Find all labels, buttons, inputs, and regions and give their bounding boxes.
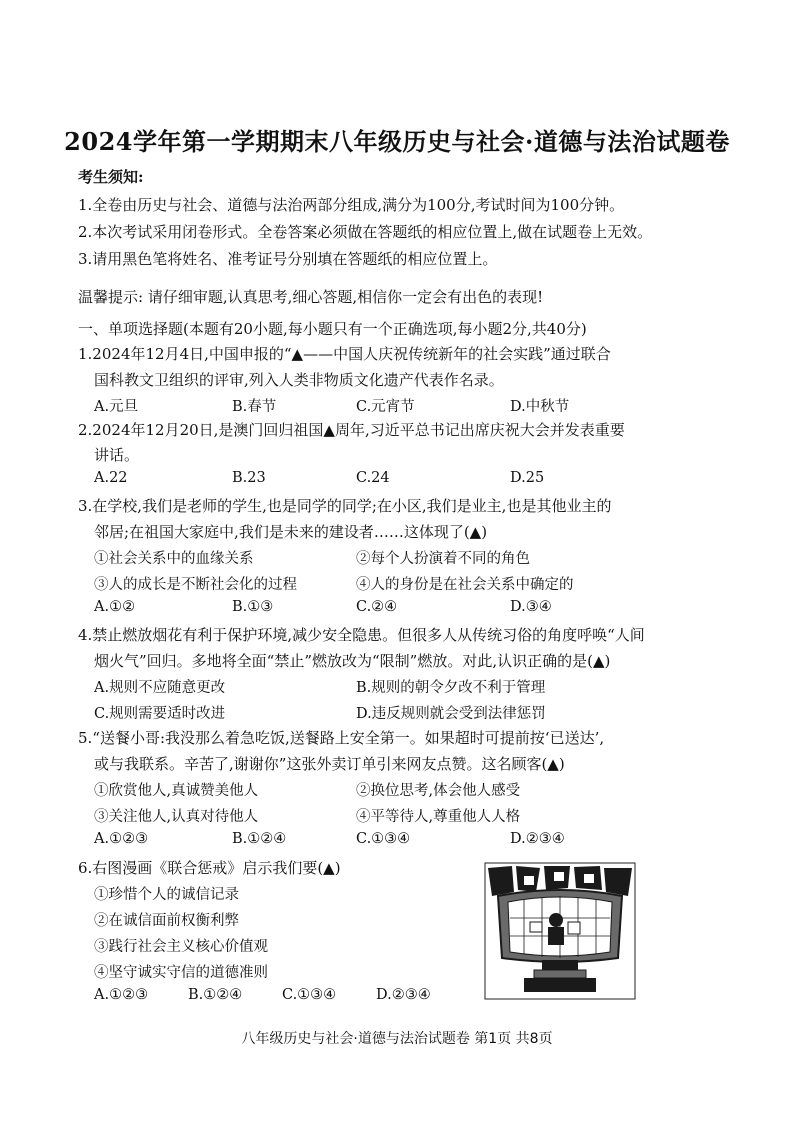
q1-option-a: A.元旦 <box>94 399 139 415</box>
q6-item-4: ④坚守诚实守信的道德准则 <box>94 965 268 981</box>
q5-option-b: B.①②④ <box>232 831 287 847</box>
q2-option-c: C.24 <box>356 470 390 486</box>
q1-option-b: B.春节 <box>232 399 277 415</box>
q3-item-2: ②每个人扮演着不同的角色 <box>356 551 530 567</box>
q5-line-2: 或与我联系。辛苦了,谢谢你”这张外卖订单引来网友点赞。这名顾客(▲) <box>94 755 565 773</box>
q5-line-1: 5.“送餐小哥:我没那么着急吃饭,送餐路上安全第一。如果超时可提前按‘已送达’, <box>78 729 605 747</box>
q6-option-c: C.①③④ <box>282 987 337 1003</box>
tip-text: 温馨提示: 请仔细审题,认真思考,细心答题,相信你一定会有出色的表现! <box>78 288 544 306</box>
q5-option-d: D.②③④ <box>510 831 565 847</box>
q1-option-d: D.中秋节 <box>510 399 570 415</box>
q5-option-a: A.①②③ <box>94 831 149 847</box>
q1-line-1: 1.2024年12月4日,中国申报的“▲——中国人庆祝传统新年的社会实践”通过联合 <box>78 345 611 363</box>
q4-line-1: 4.禁止燃放烟花有利于保护环境,减少安全隐患。但很多人从传统习俗的角度呼唤“人间 <box>78 626 645 644</box>
q3-option-d: D.③④ <box>510 599 552 615</box>
joint-punishment-comic <box>484 862 636 1000</box>
q5-option-c: C.①③④ <box>356 831 411 847</box>
q5-item-1: ①欣赏他人,真诚赞美他人 <box>94 783 259 799</box>
q4-option-c: C.规则需要适时改进 <box>94 706 226 722</box>
q1-option-c: C.元宵节 <box>356 399 415 415</box>
q4-option-b: B.规则的朝令夕改不利于管理 <box>356 680 546 696</box>
q6-option-a: A.①②③ <box>94 987 149 1003</box>
q2-line-2: 讲话。 <box>94 446 140 464</box>
section-heading: 一、单项选择题(本题有20小题,每小题只有一个正确选项,每小题2分,共40分) <box>78 320 587 338</box>
q3-option-b: B.①③ <box>232 599 274 615</box>
q5-item-4: ④平等待人,尊重他人人格 <box>356 809 521 825</box>
q4-option-d: D.违反规则就会受到法律惩罚 <box>356 706 546 722</box>
page-footer: 八年级历史与社会·道德与法治试题卷 第1页 共8页 <box>241 1031 553 1047</box>
q3-option-c: C.②④ <box>356 599 398 615</box>
q6-item-3: ③践行社会主义核心价值观 <box>94 939 268 955</box>
q6-item-1: ①珍惜个人的诚信记录 <box>94 887 239 903</box>
q3-line-1: 3.在学校,我们是老师的学生,也是同学的同学;在小区,我们是业主,也是其他业主的 <box>78 497 612 515</box>
q5-item-3: ③关注他人,认真对待他人 <box>94 809 259 825</box>
q3-option-a: A.①② <box>94 599 136 615</box>
notice-item-3: 3.请用黑色笔将姓名、准考证号分别填在答题纸的相应位置上。 <box>78 250 498 268</box>
page-title: 2024学年第一学期期末八年级历史与社会·道德与法治试题卷 <box>64 127 730 156</box>
q6-option-b: B.①②④ <box>188 987 243 1003</box>
q3-item-3: ③人的成长是不断社会化的过程 <box>94 577 297 593</box>
q4-option-a: A.规则不应随意更改 <box>94 680 226 696</box>
notice-item-2: 2.本次考试采用闭卷形式。全卷答案必须做在答题纸的相应位置上,做在试题卷上无效。 <box>78 223 653 241</box>
q4-line-2: 烟火气”回归。多地将全面“禁止”燃放改为“限制”燃放。对此,认识正确的是(▲) <box>94 652 611 670</box>
q2-option-d: D.25 <box>510 470 545 486</box>
q6-item-2: ②在诚信面前权衡利弊 <box>94 913 239 929</box>
q3-item-1: ①社会关系中的血缘关系 <box>94 551 254 567</box>
q5-item-2: ②换位思考,体会他人感受 <box>356 783 521 799</box>
q3-item-4: ④人的身份是在社会关系中确定的 <box>356 577 574 593</box>
q2-option-a: A.22 <box>94 470 128 486</box>
q3-line-2: 邻居;在祖国大家庭中,我们是未来的建设者……这体现了(▲) <box>94 523 488 541</box>
q1-line-2: 国科教文卫组织的评审,列入人类非物质文化遗产代表作名录。 <box>94 371 504 389</box>
notice-item-1: 1.全卷由历史与社会、道德与法治两部分组成,满分为100分,考试时间为100分钟。 <box>78 196 625 214</box>
notice-heading: 考生须知: <box>78 168 144 186</box>
q6-option-d: D.②③④ <box>376 987 431 1003</box>
q6-line-1: 6.右图漫画《联合惩戒》启示我们要(▲) <box>78 859 341 877</box>
q2-option-b: B.23 <box>232 470 266 486</box>
q2-line-1: 2.2024年12月20日,是澳门回归祖国▲周年,习近平总书记出席庆祝大会并发表重要 <box>78 421 625 439</box>
